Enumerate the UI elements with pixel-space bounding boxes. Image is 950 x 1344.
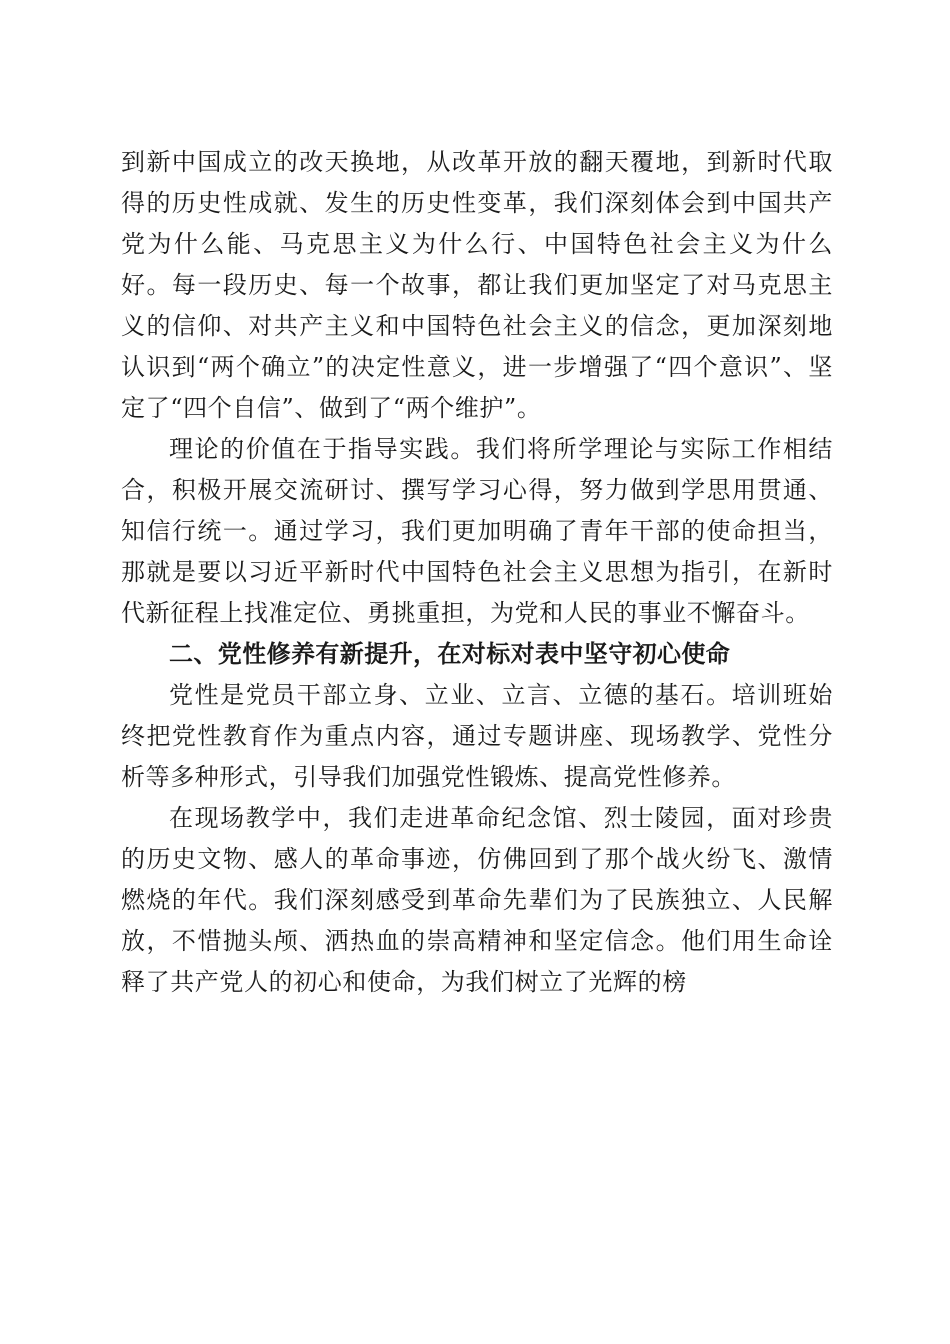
section-heading: 二、党性修养有新提升，在对标对表中坚守初心使命	[169, 640, 731, 668]
paragraph-3: 党性是党员干部立身、立业、立言、立德的基石。培训班始终把党性教育作为重点内容，通过专题讲座、现场教学、党性分析等多种形式，引导我们加强党性锻炼、提高党性修养。	[121, 681, 833, 791]
paragraph-1: 到新中国成立的改天换地，从改革开放的翻天覆地，到新时代取得的历史性成就、发生的历史性变革，我们深刻体会到中国共产党为什么能、马克思主义为什么行、中国特色社会主义为什么好。每一段历史、每一个故事，都让我们更加坚定了对马克思主义的信仰、对共产主义和中国特色社会主义的信念，更加深刻地认识到“两个确立”的决定性意义，进一步增强了“四个意识”、坚定了“四个自信”、做到了“两个维护”。	[121, 148, 833, 422]
paragraph-4: 在现场教学中，我们走进革命纪念馆、烈士陵园，面对珍贵的历史文物、感人的革命事迹，仿佛回到了那个战火纷飞、激情燃烧的年代。我们深刻感受到革命先辈们为了民族独立、人民解放，不惜抛头颅、洒热血的崇高精神和坚定信念。他们用生命诠释了共产党人的初心和使命，为我们树立了光辉的榜	[121, 804, 833, 996]
paragraph-2: 理论的价值在于指导实践。我们将所学理论与实际工作相结合，积极开展交流研讨、撰写学习心得，努力做到学思用贯通、知信行统一。通过学习，我们更加明确了青年干部的使命担当，那就是要以习近平新时代中国特色社会主义思想为指引，在新时代新征程上找准定位、勇挑重担，为党和人民的事业不懈奋斗。	[121, 435, 833, 627]
document-body	[121, 142, 833, 1003]
